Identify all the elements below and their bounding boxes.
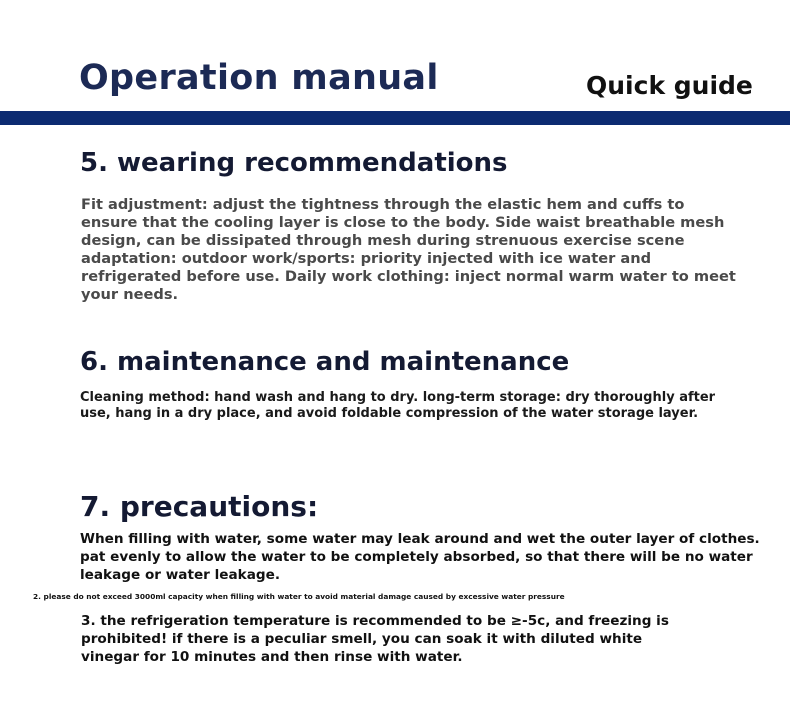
page-subtitle: Quick guide [586,71,753,100]
section-7-body: When filling with water, some water may leak around and wet the outer layer of clothes. pat evenly to allow the water to be completely absorbed, so that there will be no water leakage or water leakage. [80,531,760,583]
section-5-body: Fit adjustment: adjust the tightness through the elastic hem and cuffs to ensure that the cooling layer is close to the body. Side waist breathable mesh design, can be dissipated through mesh during strenuous exercise scene adaptation: outdoor work/sports: priority injected with ice water and refrigerated before use. Daily work clothing: inject normal warm water to meet your needs. [81,196,736,303]
section-7-title: 7. precautions: [80,490,319,523]
section-7-point-3: 3. the refrigeration temperature is recommended to be ≥-5c, and freezing is prohibited! if there is a peculiar smell, you can soak it with diluted white vinegar for 10 minutes and then rinse with water. [81,613,669,665]
section-6-body: Cleaning method: hand wash and hang to dry. long-term storage: dry thoroughly after use, hang in a dry place, and avoid foldable compression of the water storage layer. [80,390,716,421]
section-5-title: 5. wearing recommendations [80,148,508,178]
section-6-title: 6. maintenance and maintenance [80,347,570,377]
header-divider-bar [0,111,790,125]
section-7-note: 2. please do not exceed 3000ml capacity when filling with water to avoid material damage caused by excessive water pressure [33,592,565,601]
page-title: Operation manual [79,58,439,98]
